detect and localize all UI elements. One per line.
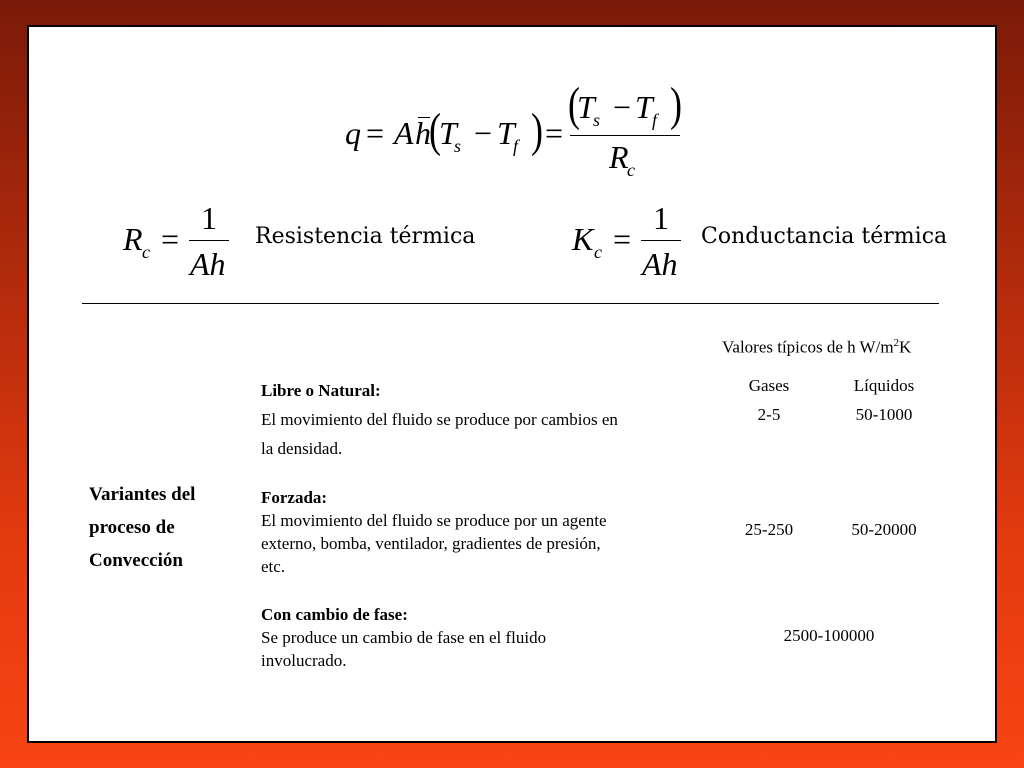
eq-sub-f: f: [513, 136, 519, 156]
table-header: [722, 331, 911, 360]
divider: [82, 303, 939, 304]
table-header-unit: K: [899, 337, 912, 357]
forced-description: [261, 486, 607, 578]
eq-close-paren: ): [530, 104, 543, 157]
res-num: 1: [201, 200, 217, 236]
res-equals: =: [161, 221, 180, 257]
forced-gases: 25-250: [744, 520, 794, 539]
eq-A: A: [394, 115, 414, 151]
cond-sub-c: c: [594, 242, 602, 262]
forced-line-2: externo, bomba, ventilador, gradientes de presión,: [261, 534, 601, 553]
eq-num-sub-f: f: [652, 110, 658, 130]
col-gases-header: Gases: [748, 376, 790, 395]
eq-T: T: [439, 115, 457, 151]
natural-liquidos: 50-1000: [855, 405, 913, 424]
phase-title: Con cambio de fase:: [261, 605, 408, 624]
eq-T-f: T: [497, 115, 515, 151]
eq-den-R: R: [609, 139, 629, 175]
row-label-line-1: Variantes del: [89, 484, 196, 505]
eq-equals-1: =: [366, 115, 385, 151]
forced-line-1: El movimiento del fluido se produce por un agente: [261, 511, 607, 530]
eq-num-open-paren: (: [567, 78, 580, 131]
forced-title: Forzada:: [261, 488, 328, 507]
res-sub-c: c: [142, 242, 150, 262]
cond-label: Conductancia térmica: [701, 224, 948, 249]
phase-line-1: Se produce un cambio de fase en el fluido: [261, 628, 547, 647]
phase-line-2: involucrado.: [261, 651, 347, 670]
eq-sub-s: s: [454, 136, 462, 156]
eq-fraction-line: [570, 135, 680, 136]
cond-K: K: [572, 221, 594, 257]
cond-fraction-line: [641, 240, 681, 241]
eq-num-T2: T: [635, 89, 653, 125]
eq-h: h: [415, 115, 431, 151]
natural-line-2: la densidad.: [261, 439, 343, 458]
res-den: Ah: [190, 246, 226, 282]
eq-equals-2: =: [545, 115, 564, 151]
natural-gases: 2-5: [757, 405, 781, 424]
col-liquidos-header: Líquidos: [853, 376, 915, 395]
natural-line-1: El movimiento del fluido se produce por cambios en: [261, 410, 618, 429]
eq-num-minus: −: [613, 89, 632, 125]
eq-num-sub-s: s: [593, 110, 601, 130]
row-label-line-2: proceso de: [89, 517, 175, 538]
eq-den-sub-c: c: [627, 160, 635, 180]
row-label: [89, 478, 195, 577]
eq-q: q: [345, 115, 361, 151]
eq-open-paren: (: [428, 104, 441, 157]
cond-num: 1: [653, 200, 669, 236]
forced-liquidos: 50-20000: [851, 520, 917, 539]
forced-line-3: etc.: [261, 557, 286, 576]
res-R: R: [123, 221, 143, 257]
cond-den: Ah: [642, 246, 678, 282]
eq-minus: −: [474, 115, 493, 151]
natural-title: Libre o Natural:: [261, 381, 381, 400]
slide: [27, 25, 997, 743]
phase-description: [261, 603, 546, 672]
cond-equals: =: [613, 221, 632, 257]
eq-num-close-paren: ): [669, 78, 682, 131]
table-header-text: Valores típicos de h W/m: [722, 337, 894, 357]
row-label-line-3: Convección: [89, 550, 183, 571]
phase-value: 2500-100000: [783, 626, 875, 645]
natural-description: [261, 376, 618, 463]
res-label: Resistencia térmica: [255, 224, 476, 249]
res-fraction-line: [189, 240, 229, 241]
eq-num-T: T: [577, 89, 595, 125]
table-header-sup: 2: [893, 337, 900, 349]
